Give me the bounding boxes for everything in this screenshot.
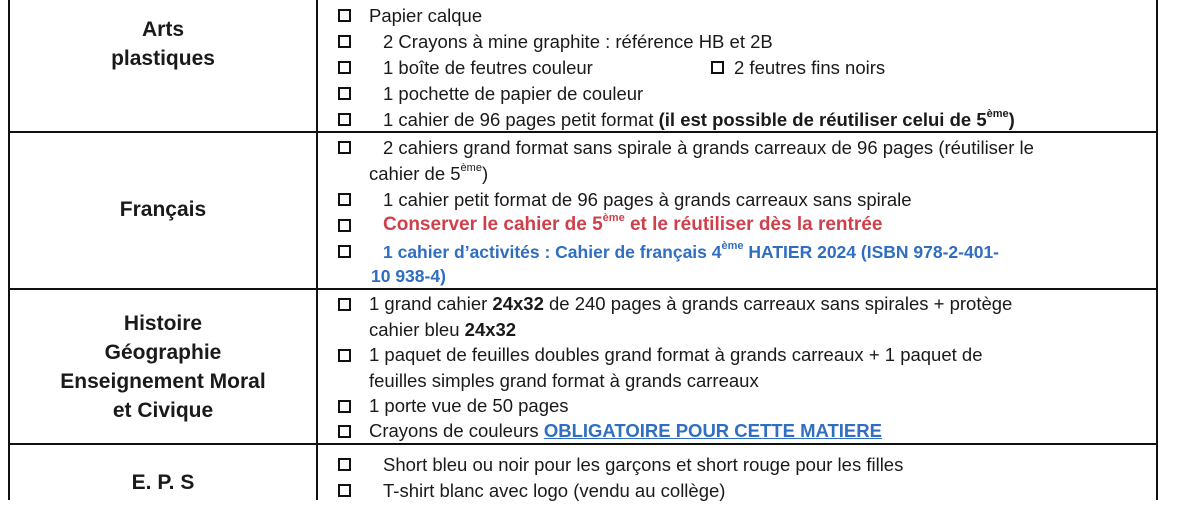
list-item <box>369 418 882 444</box>
item-format: 24x32 <box>464 319 517 340</box>
subject-label: Histoire <box>123 311 203 335</box>
list-item <box>369 291 1012 317</box>
list-item: Papier calque <box>369 5 483 26</box>
subject-label: Géographie <box>104 340 222 364</box>
checkbox[interactable] <box>338 484 351 497</box>
list-item: 2 cahiers grand format sans spirale à grands carreaux de 96 pages (réutiliser le <box>383 137 1034 158</box>
subject-label: Arts <box>141 17 184 41</box>
checkbox[interactable] <box>338 87 351 100</box>
checkbox[interactable] <box>338 400 351 413</box>
mandatory-link[interactable]: OBLIGATOIRE POUR CETTE MATIERE <box>543 420 882 441</box>
checkbox[interactable] <box>338 9 351 22</box>
subject-label: Français <box>119 198 207 221</box>
item-note-end: ) <box>1008 109 1015 130</box>
superscript: ème <box>460 161 482 174</box>
item-note <box>659 109 1015 130</box>
item-text: 1 grand cahier <box>369 293 493 314</box>
checkbox[interactable] <box>338 458 351 471</box>
item-text-end: HATIER 2024 (ISBN 978-2-401- <box>743 242 999 262</box>
list-item: Short bleu ou noir pour les garçons et short rouge pour les filles <box>383 454 904 475</box>
subject-label: et Civique <box>112 398 214 422</box>
subject-label: Enseignement Moral <box>60 369 266 393</box>
superscript: ème <box>986 107 1009 120</box>
list-item: T-shirt blanc avec logo (vendu au collège) <box>383 480 726 501</box>
subject-francais <box>10 131 316 288</box>
list-item <box>383 107 1015 133</box>
list-item-continued: 10 938-4) <box>371 266 446 286</box>
list-item: 1 cahier petit format de 96 pages à grands carreaux sans spirale <box>383 189 912 210</box>
superscript: ème <box>721 240 744 253</box>
subject-histoire <box>10 290 316 443</box>
item-text: cahier de 5 <box>369 163 461 184</box>
superscript: ème <box>602 211 625 224</box>
subject-eps <box>10 445 316 525</box>
checkbox[interactable] <box>338 245 351 258</box>
list-item-continued: feuilles simples grand format à grands carreaux <box>369 370 759 391</box>
checkbox[interactable] <box>711 61 724 74</box>
list-item: 2 feutres fins noirs <box>734 57 886 78</box>
subject-arts-plastiques <box>10 0 316 131</box>
item-text: Conserver le cahier de 5 <box>383 214 603 235</box>
checkbox[interactable] <box>338 298 351 311</box>
item-text-end: et le réutiliser dès la rentrée <box>624 214 883 235</box>
item-note-text: (il est possible de réutiliser celui de 5 <box>658 109 987 130</box>
list-item: 1 paquet de feuilles doubles grand format à grands carreaux + 1 paquet de <box>369 344 983 365</box>
list-item-continued <box>369 161 488 187</box>
item-text: 1 cahier d’activités : Cahier de français 4 <box>383 242 722 262</box>
table-border-right <box>1156 0 1158 500</box>
subject-label: E. P. S <box>131 470 195 494</box>
item-text-end: ) <box>481 163 489 184</box>
list-item: 1 pochette de papier de couleur <box>383 83 644 104</box>
checkbox[interactable] <box>338 193 351 206</box>
list-item: 1 porte vue de 50 pages <box>369 395 569 416</box>
item-text: 1 cahier de 96 pages petit format <box>383 109 659 130</box>
item-format: 24x32 <box>492 293 544 314</box>
subject-label: plastiques <box>111 46 215 70</box>
item-text: Crayons de couleurs <box>369 420 544 441</box>
checkbox[interactable] <box>338 219 351 232</box>
column-divider <box>316 0 318 500</box>
checkbox[interactable] <box>338 113 351 126</box>
checkbox[interactable] <box>338 349 351 362</box>
checkbox[interactable] <box>338 425 351 438</box>
list-item: 1 boîte de feutres couleur <box>383 57 593 78</box>
list-item: 2 Crayons à mine graphite : référence HB et 2B <box>383 31 773 52</box>
list-item-important <box>383 212 882 238</box>
checkbox[interactable] <box>338 141 351 154</box>
checkbox[interactable] <box>338 35 351 48</box>
item-text: cahier bleu <box>369 319 465 340</box>
list-item-continued <box>369 317 516 343</box>
checkbox[interactable] <box>338 61 351 74</box>
item-text-end: de 240 pages à grands carreaux sans spirales + protège <box>543 293 1013 314</box>
list-item-workbook <box>383 239 999 265</box>
